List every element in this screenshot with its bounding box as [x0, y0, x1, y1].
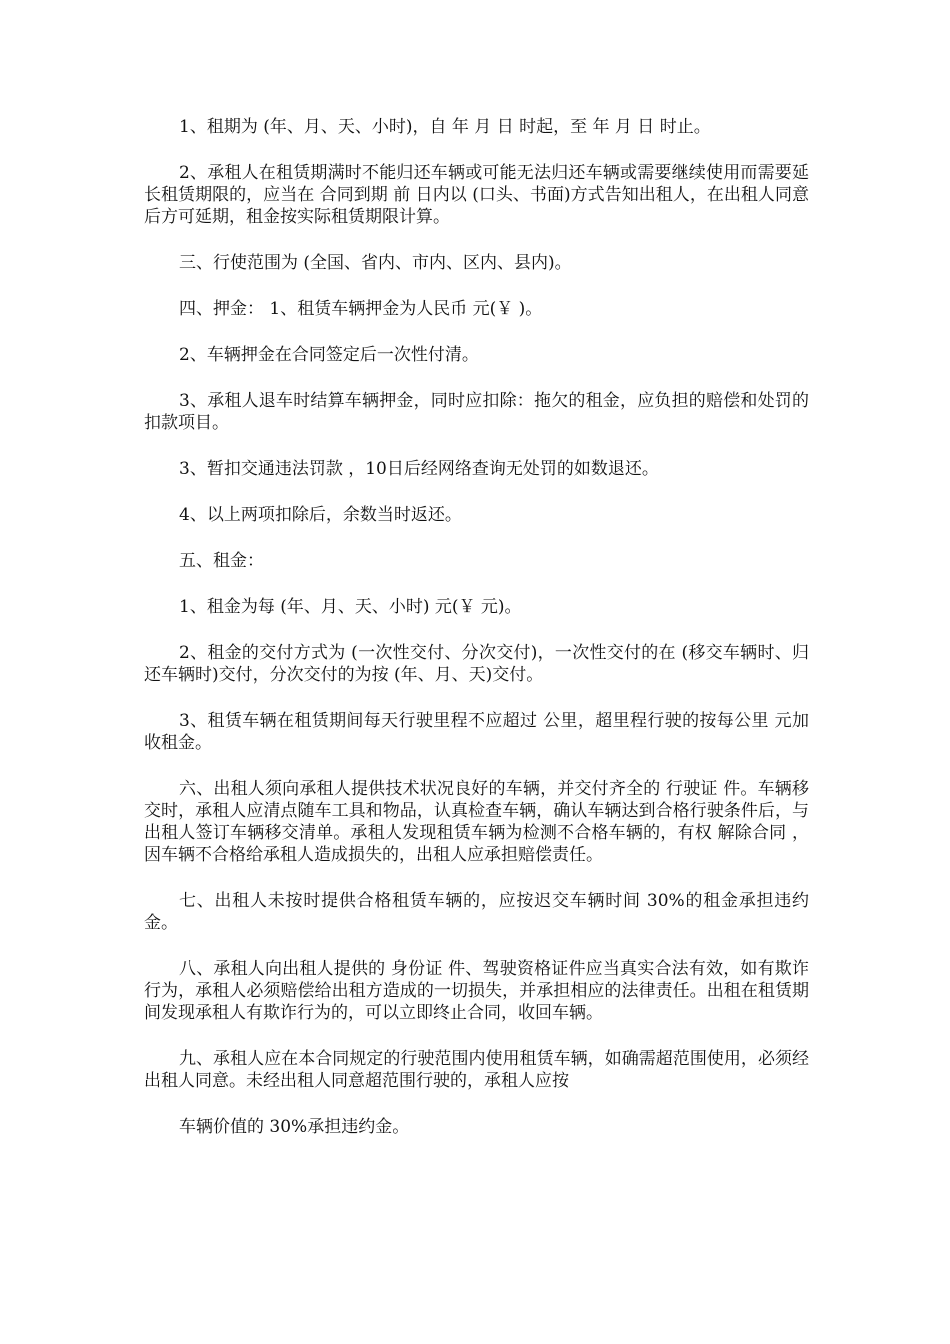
- paragraph-mileage-limit: 3、租赁车辆在租赁期间每天行驶里程不应超过 公里，超里程行驶的按每公里 元加收租金。: [144, 711, 809, 753]
- paragraph-deposit-payment: 2、车辆押金在合同签定后一次性付清。: [179, 345, 479, 365]
- paragraph-deposit-settlement: 3、承租人退车时结算车辆押金，同时应扣除：拖欠的租金，应负担的赔偿和处罚的扣款项目。: [144, 391, 809, 433]
- paragraph-driving-scope: 九、承租人应在本合同规定的行驶范围内使用租赁车辆，如确需超范围使用，必须经出租人同意。未经出租人同意超范围行驶的，承租人应按: [144, 1049, 809, 1091]
- paragraph-vehicle-value-penalty: 车辆价值的 30%承担违约金。: [179, 1117, 410, 1137]
- paragraph-traffic-fine: 3、暂扣交通违法罚款 ，10日后经网络查询无处罚的如数退还。: [179, 459, 659, 479]
- paragraph-late-delivery-penalty: 七、出租人未按时提供合格租赁车辆的，应按迟交车辆时间 30%的租金承担违约金。: [144, 891, 809, 933]
- document-body: [144, 116, 809, 1162]
- paragraph-deposit-amount: 四、押金： 1、租赁车辆押金为人民币 元(￥ )。: [179, 299, 543, 319]
- paragraph-extension: 2、承租人在租赁期满时不能归还车辆或可能无法归还车辆或需要继续使用而需要延长租赁期限的，应当在 合同到期 前 日内以 (口头、书面)方式告知出租人，在出租人同意后方可延期，租金按实际租赁期限计算。: [144, 163, 809, 227]
- paragraph-balance-return: 4、以上两项扣除后，余数当时返还。: [179, 505, 462, 525]
- paragraph-vehicle-condition: 六、出租人须向承租人提供技术状况良好的车辆，并交付齐全的 行驶证 件。车辆移交时，承租人应清点随车工具和物品，认真检查车辆，确认车辆达到合格行驶条件后，与出租人签订车辆移交清单。承租人发现租赁车辆为检测不合格车辆的，有权 解除合同 ，因车辆不合格给承租人造成损失的，出租人应承担赔偿责任。: [144, 779, 809, 865]
- paragraph-rent-amount: 1、租金为每 (年、月、天、小时) 元(￥ 元)。: [179, 597, 522, 617]
- paragraph-identity-documents: 八、承租人向出租人提供的 身份证 件、驾驶资格证件应当真实合法有效，如有欺诈行为，承租人必须赔偿给出租方造成的一切损失，并承担相应的法律责任。出租在租赁期间发现承租人有欺诈行为的，可以立即终止合同，收回车辆。: [144, 959, 809, 1023]
- paragraph-usage-scope: 三、行使范围为 (全国、省内、市内、区内、县内)。: [179, 253, 572, 273]
- paragraph-rental-period: 1、租期为 (年、月、天、小时)，自 年 月 日 时起，至 年 月 日 时止。: [179, 117, 711, 137]
- paragraph-rent-heading: 五、租金：: [179, 551, 264, 571]
- paragraph-rent-payment-method: 2、租金的交付方式为 (一次性交付、分次交付)，一次性交付的在 (移交车辆时、归还车辆时)交付，分次交付的为按 (年、月、天)交付。: [144, 643, 809, 685]
